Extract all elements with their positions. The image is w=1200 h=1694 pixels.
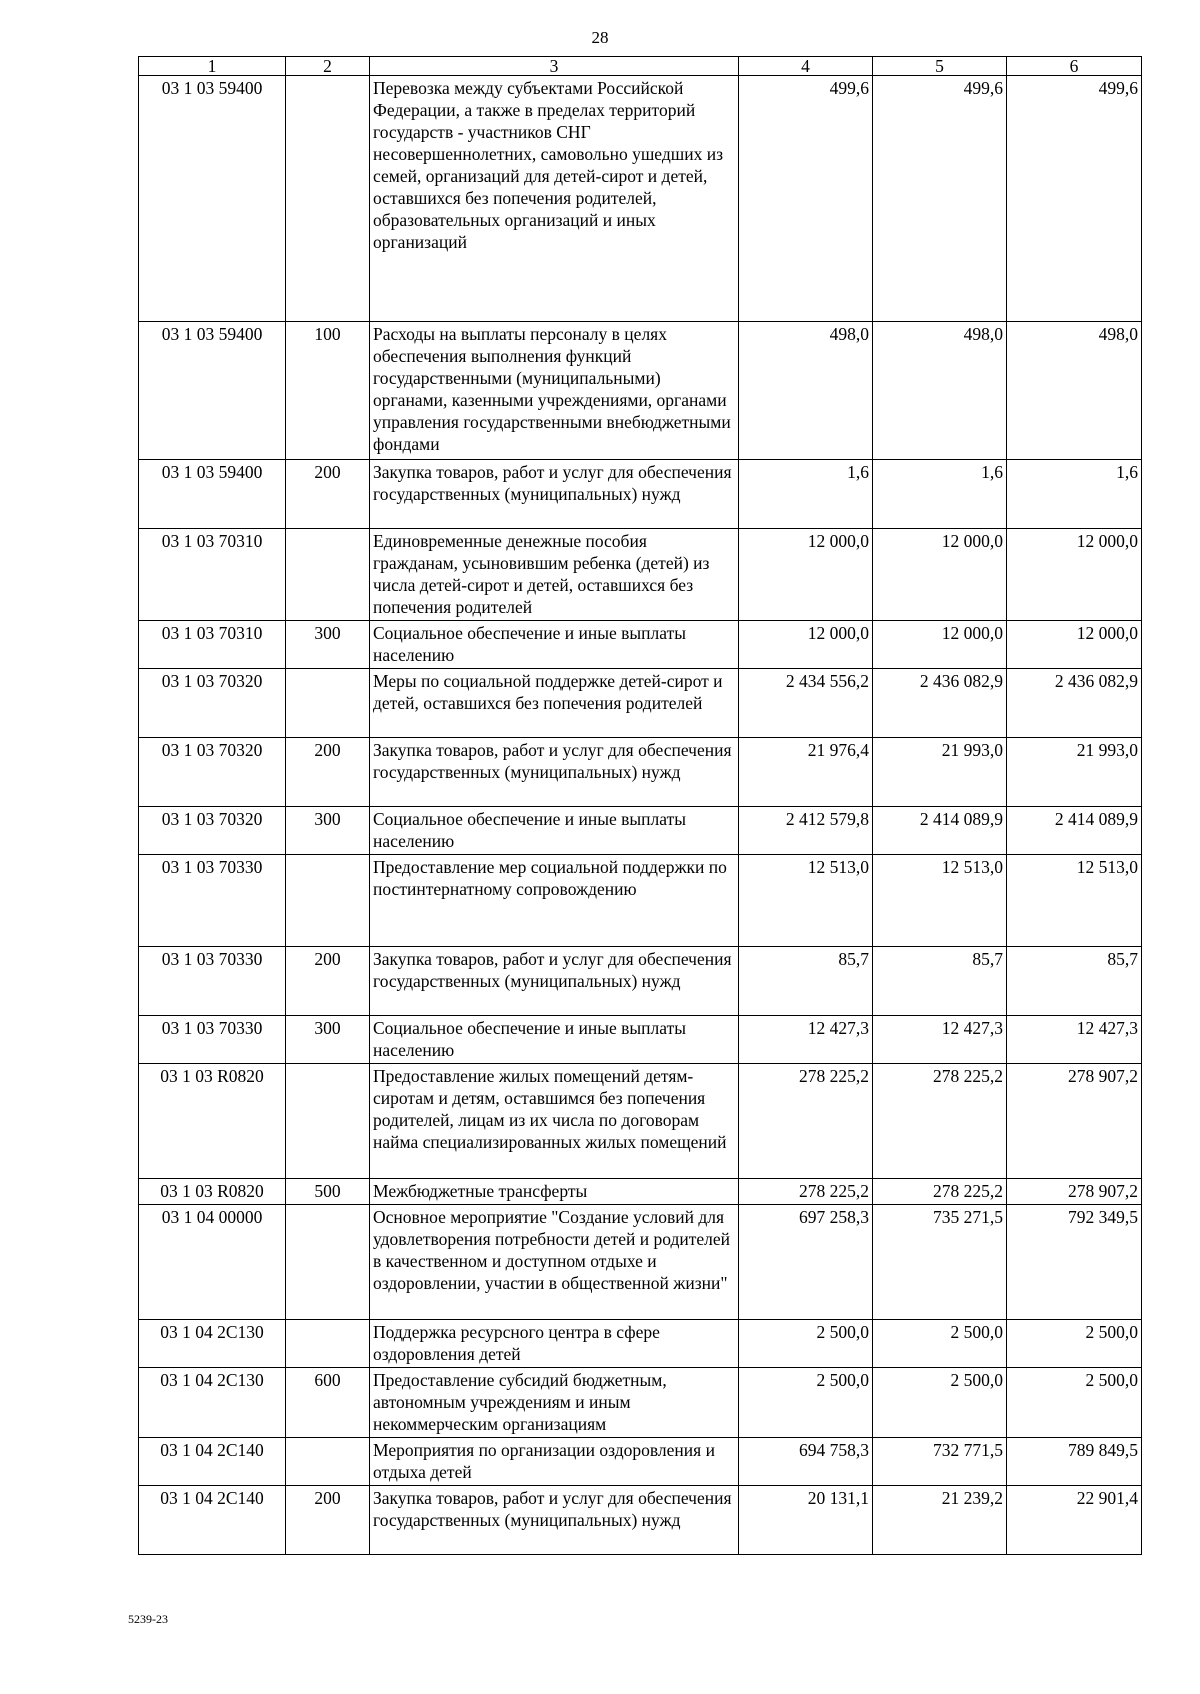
row-value-col5: 735 271,5	[873, 1205, 1007, 1320]
table-row	[139, 1016, 1142, 1064]
table-row	[139, 1064, 1142, 1179]
row-code: 03 1 03 70330	[139, 1016, 286, 1064]
row-code: 03 1 04 2С130	[139, 1320, 286, 1368]
row-name: Закупка товаров, работ и услуг для обеспечения государственных (муниципальных) нужд	[370, 460, 739, 529]
column-header: 4	[739, 57, 873, 76]
row-value-col4: 12 000,0	[739, 621, 873, 669]
row-value-col4: 21 976,4	[739, 738, 873, 807]
row-value-col4: 2 412 579,8	[739, 807, 873, 855]
row-value-col5: 21 993,0	[873, 738, 1007, 807]
row-name: Социальное обеспечение и иные выплаты населению	[370, 807, 739, 855]
row-value-col5: 85,7	[873, 947, 1007, 1016]
row-expense-type	[286, 855, 370, 947]
table-row	[139, 76, 1142, 322]
table-row	[139, 621, 1142, 669]
row-value-col6: 789 849,5	[1007, 1438, 1142, 1486]
row-name: Единовременные денежные пособия гражданам, усыновившим ребенка (детей) из числа детей-сирот и детей, оставшихся без попечения родителей	[370, 529, 739, 621]
budget-table	[138, 56, 1142, 1555]
table-row	[139, 947, 1142, 1016]
table-row	[139, 807, 1142, 855]
row-value-col6: 1,6	[1007, 460, 1142, 529]
row-name: Основное мероприятие "Создание условий для удовлетворения потребности детей и родителей в качественном и доступном отдыхе и оздоровлении, участии в общественной жизни"	[370, 1205, 739, 1320]
row-code: 03 1 04 2С140	[139, 1438, 286, 1486]
row-expense-type: 300	[286, 807, 370, 855]
row-value-col4: 20 131,1	[739, 1486, 873, 1555]
row-value-col4: 498,0	[739, 322, 873, 460]
row-value-col5: 278 225,2	[873, 1179, 1007, 1205]
row-expense-type: 200	[286, 738, 370, 807]
row-value-col6: 12 427,3	[1007, 1016, 1142, 1064]
row-code: 03 1 03 R0820	[139, 1179, 286, 1205]
row-value-col5: 498,0	[873, 322, 1007, 460]
row-value-col5: 2 436 082,9	[873, 669, 1007, 738]
row-expense-type: 600	[286, 1368, 370, 1438]
table-body	[139, 76, 1142, 1555]
column-header: 6	[1007, 57, 1142, 76]
table-row	[139, 322, 1142, 460]
row-value-col4: 85,7	[739, 947, 873, 1016]
table-row	[139, 1486, 1142, 1555]
row-code: 03 1 04 2С130	[139, 1368, 286, 1438]
row-name: Закупка товаров, работ и услуг для обеспечения государственных (муниципальных) нужд	[370, 1486, 739, 1555]
row-value-col5: 12 513,0	[873, 855, 1007, 947]
row-value-col6: 2 436 082,9	[1007, 669, 1142, 738]
row-value-col5: 21 239,2	[873, 1486, 1007, 1555]
page-number: 28	[591, 28, 609, 47]
row-name: Поддержка ресурсного центра в сфере оздоровления детей	[370, 1320, 739, 1368]
row-name: Предоставление жилых помещений детям-сиротам и детям, оставшимся без попечения родителей, лицам из их числа по договорам найма специализированных жилых помещений	[370, 1064, 739, 1179]
row-expense-type	[286, 1205, 370, 1320]
row-expense-type: 200	[286, 1486, 370, 1555]
row-value-col5: 2 500,0	[873, 1368, 1007, 1438]
row-value-col4: 2 500,0	[739, 1320, 873, 1368]
table-row	[139, 738, 1142, 807]
row-name: Перевозка между субъектами Российской Федерации, а также в пределах территорий государств - участников СНГ несовершеннолетних, самовольно ушедших из семей, организаций для детей-сирот и детей, оставшихся без попечения родителей, образовательных организаций и иных организаций	[370, 76, 739, 322]
row-value-col5: 1,6	[873, 460, 1007, 529]
row-code: 03 1 03 70330	[139, 855, 286, 947]
table-row	[139, 669, 1142, 738]
row-value-col6: 792 349,5	[1007, 1205, 1142, 1320]
row-code: 03 1 03 59400	[139, 322, 286, 460]
table-row	[139, 1205, 1142, 1320]
row-code: 03 1 03 59400	[139, 76, 286, 322]
row-value-col6: 278 907,2	[1007, 1064, 1142, 1179]
row-value-col6: 2 500,0	[1007, 1320, 1142, 1368]
row-expense-type: 300	[286, 1016, 370, 1064]
row-expense-type	[286, 529, 370, 621]
row-value-col6: 85,7	[1007, 947, 1142, 1016]
row-code: 03 1 03 59400	[139, 460, 286, 529]
row-code: 03 1 03 70310	[139, 621, 286, 669]
row-code: 03 1 04 00000	[139, 1205, 286, 1320]
row-expense-type: 200	[286, 947, 370, 1016]
row-value-col4: 278 225,2	[739, 1064, 873, 1179]
row-name: Закупка товаров, работ и услуг для обеспечения государственных (муниципальных) нужд	[370, 738, 739, 807]
row-name: Закупка товаров, работ и услуг для обеспечения государственных (муниципальных) нужд	[370, 947, 739, 1016]
row-value-col4: 12 427,3	[739, 1016, 873, 1064]
table-row	[139, 1438, 1142, 1486]
row-value-col5: 12 000,0	[873, 621, 1007, 669]
row-name: Межбюджетные трансферты	[370, 1179, 739, 1205]
row-value-col4: 12 000,0	[739, 529, 873, 621]
row-value-col6: 12 000,0	[1007, 529, 1142, 621]
row-code: 03 1 03 70320	[139, 807, 286, 855]
row-name: Меры по социальной поддержке детей-сирот и детей, оставшихся без попечения родителей	[370, 669, 739, 738]
row-value-col4: 697 258,3	[739, 1205, 873, 1320]
row-value-col6: 12 000,0	[1007, 621, 1142, 669]
row-expense-type: 300	[286, 621, 370, 669]
row-expense-type: 500	[286, 1179, 370, 1205]
row-value-col5: 732 771,5	[873, 1438, 1007, 1486]
row-name: Предоставление субсидий бюджетным, автономным учреждениям и иным некоммерческим организациям	[370, 1368, 739, 1438]
row-value-col6: 22 901,4	[1007, 1486, 1142, 1555]
row-value-col6: 2 500,0	[1007, 1368, 1142, 1438]
row-value-col4: 12 513,0	[739, 855, 873, 947]
row-expense-type	[286, 1438, 370, 1486]
table-row	[139, 1368, 1142, 1438]
row-value-col4: 278 225,2	[739, 1179, 873, 1205]
table-row	[139, 529, 1142, 621]
row-value-col4: 2 500,0	[739, 1368, 873, 1438]
row-expense-type	[286, 669, 370, 738]
row-code: 03 1 03 70320	[139, 738, 286, 807]
row-value-col6: 278 907,2	[1007, 1179, 1142, 1205]
row-expense-type: 100	[286, 322, 370, 460]
row-code: 03 1 03 70330	[139, 947, 286, 1016]
column-header: 1	[139, 57, 286, 76]
document-code: 5239-23	[128, 1612, 168, 1626]
row-value-col5: 12 000,0	[873, 529, 1007, 621]
row-code: 03 1 03 70320	[139, 669, 286, 738]
row-expense-type: 200	[286, 460, 370, 529]
row-value-col5: 12 427,3	[873, 1016, 1007, 1064]
row-value-col6: 2 414 089,9	[1007, 807, 1142, 855]
row-value-col4: 1,6	[739, 460, 873, 529]
row-name: Социальное обеспечение и иные выплаты населению	[370, 621, 739, 669]
column-header: 5	[873, 57, 1007, 76]
row-value-col5: 2 500,0	[873, 1320, 1007, 1368]
row-value-col5: 2 414 089,9	[873, 807, 1007, 855]
row-value-col6: 21 993,0	[1007, 738, 1142, 807]
row-code: 03 1 03 R0820	[139, 1064, 286, 1179]
row-value-col4: 694 758,3	[739, 1438, 873, 1486]
row-code: 03 1 04 2С140	[139, 1486, 286, 1555]
row-name: Социальное обеспечение и иные выплаты населению	[370, 1016, 739, 1064]
row-value-col6: 499,6	[1007, 76, 1142, 322]
column-header: 3	[370, 57, 739, 76]
row-value-col4: 2 434 556,2	[739, 669, 873, 738]
table-row	[139, 1179, 1142, 1205]
row-expense-type	[286, 1064, 370, 1179]
row-value-col6: 498,0	[1007, 322, 1142, 460]
table-row	[139, 460, 1142, 529]
column-header: 2	[286, 57, 370, 76]
row-name: Предоставление мер социальной поддержки по постинтернатному сопровождению	[370, 855, 739, 947]
table-header-row	[139, 57, 1142, 76]
row-value-col5: 278 225,2	[873, 1064, 1007, 1179]
table-row	[139, 855, 1142, 947]
row-value-col4: 499,6	[739, 76, 873, 322]
row-value-col6: 12 513,0	[1007, 855, 1142, 947]
row-expense-type	[286, 76, 370, 322]
table-row	[139, 1320, 1142, 1368]
row-value-col5: 499,6	[873, 76, 1007, 322]
row-expense-type	[286, 1320, 370, 1368]
row-name: Расходы на выплаты персоналу в целях обеспечения выполнения функций государственными (муниципальными) органами, казенными учреждениями, органами управления государственными внебюджетными фондами	[370, 322, 739, 460]
row-code: 03 1 03 70310	[139, 529, 286, 621]
row-name: Мероприятия по организации оздоровления и отдыха детей	[370, 1438, 739, 1486]
